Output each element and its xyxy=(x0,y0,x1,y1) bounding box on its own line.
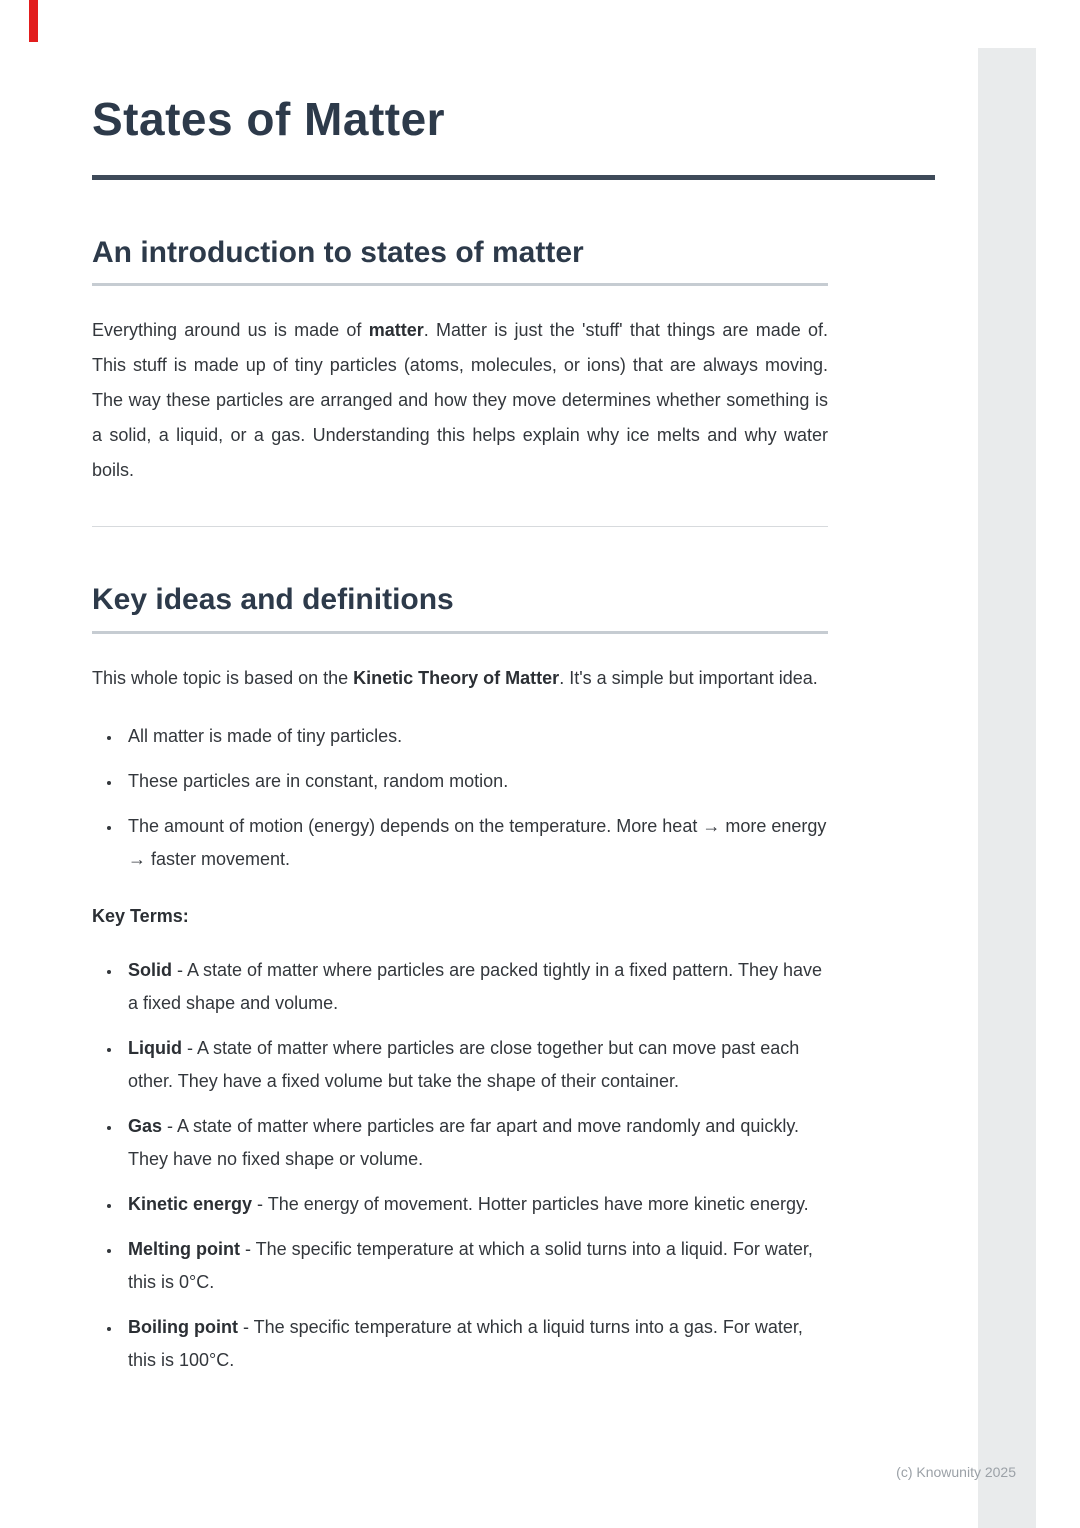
term-item xyxy=(122,954,828,1020)
term-definition: - The specific temperature at which a liquid turns into a gas. For water, this is 100°C. xyxy=(128,1316,803,1370)
key-ideas-bullet-list xyxy=(92,720,828,876)
intro-text-2: . Matter is just the 'stuff' that things are made of. This stuff is made up of tiny particles (atoms, molecules, or ions) that are always moving. The way these particles are arranged and how they move determines whether something is a solid, a liquid, or a gas. Understanding this helps explain why ice melts and why water boils. xyxy=(92,320,828,481)
term-name: Solid xyxy=(128,959,172,980)
list-item xyxy=(122,765,828,798)
term-name: Boiling point xyxy=(128,1316,238,1337)
intro-text-1: Everything around us is made of xyxy=(92,320,369,341)
key-ideas-text-1: This whole topic is based on the xyxy=(92,667,354,688)
term-definition: - The energy of movement. Hotter particles have more kinetic energy. xyxy=(252,1193,809,1214)
key-ideas-heading-rule xyxy=(92,631,828,634)
term-item xyxy=(122,1311,828,1377)
term-name: Kinetic energy xyxy=(128,1193,253,1214)
copyright-footer: (c) Knowunity 2025 xyxy=(896,1464,1016,1480)
red-corner-accent xyxy=(29,0,38,42)
section-key-ideas xyxy=(92,583,935,1377)
intro-bold-matter: matter xyxy=(368,320,424,341)
page-content xyxy=(92,0,935,1377)
key-ideas-section-heading: Key ideas and definitions xyxy=(92,583,454,617)
term-definition: - The specific temperature at which a solid turns into a liquid. For water, this is 0°C. xyxy=(128,1238,813,1292)
term-definition: - A state of matter where particles are far apart and move randomly and quickly. They have no fixed shape or volume. xyxy=(128,1115,800,1169)
bullet-text: The amount of motion (energy) depends on the temperature. More heat → more energy → faster movement. xyxy=(128,815,827,869)
key-terms-list xyxy=(92,954,828,1377)
page-title: States of Matter xyxy=(92,93,446,145)
list-item xyxy=(122,810,828,876)
bullet-text: These particles are in constant, random motion. xyxy=(128,770,509,791)
term-item xyxy=(122,1110,828,1176)
term-name: Liquid xyxy=(128,1037,182,1058)
term-item xyxy=(122,1233,828,1299)
intro-paragraph xyxy=(92,313,828,488)
title-rule xyxy=(92,175,935,180)
key-ideas-text-2: . It's a simple but important idea. xyxy=(559,667,818,688)
term-definition: - A state of matter where particles are close together but can move past each other. They have a fixed volume but take the shape of their container. xyxy=(128,1037,800,1091)
key-terms-label: Key Terms: xyxy=(92,905,189,926)
term-item xyxy=(122,1188,828,1221)
intro-heading-rule xyxy=(92,283,828,286)
bullet-text: All matter is made of tiny particles. xyxy=(128,725,403,746)
key-ideas-bold-kinetic-theory: Kinetic Theory of Matter xyxy=(353,667,560,688)
key-ideas-paragraph xyxy=(92,661,828,696)
term-definition: - A state of matter where particles are packed tightly in a fixed pattern. They have a fixed shape and volume. xyxy=(128,959,823,1013)
section-introduction xyxy=(92,236,935,489)
section-divider xyxy=(92,526,828,527)
intro-section-heading: An introduction to states of matter xyxy=(92,235,584,269)
term-item xyxy=(122,1032,828,1098)
right-side-strip xyxy=(978,48,1036,1528)
term-name: Melting point xyxy=(128,1238,240,1259)
term-name: Gas xyxy=(128,1115,163,1136)
list-item xyxy=(122,720,828,753)
